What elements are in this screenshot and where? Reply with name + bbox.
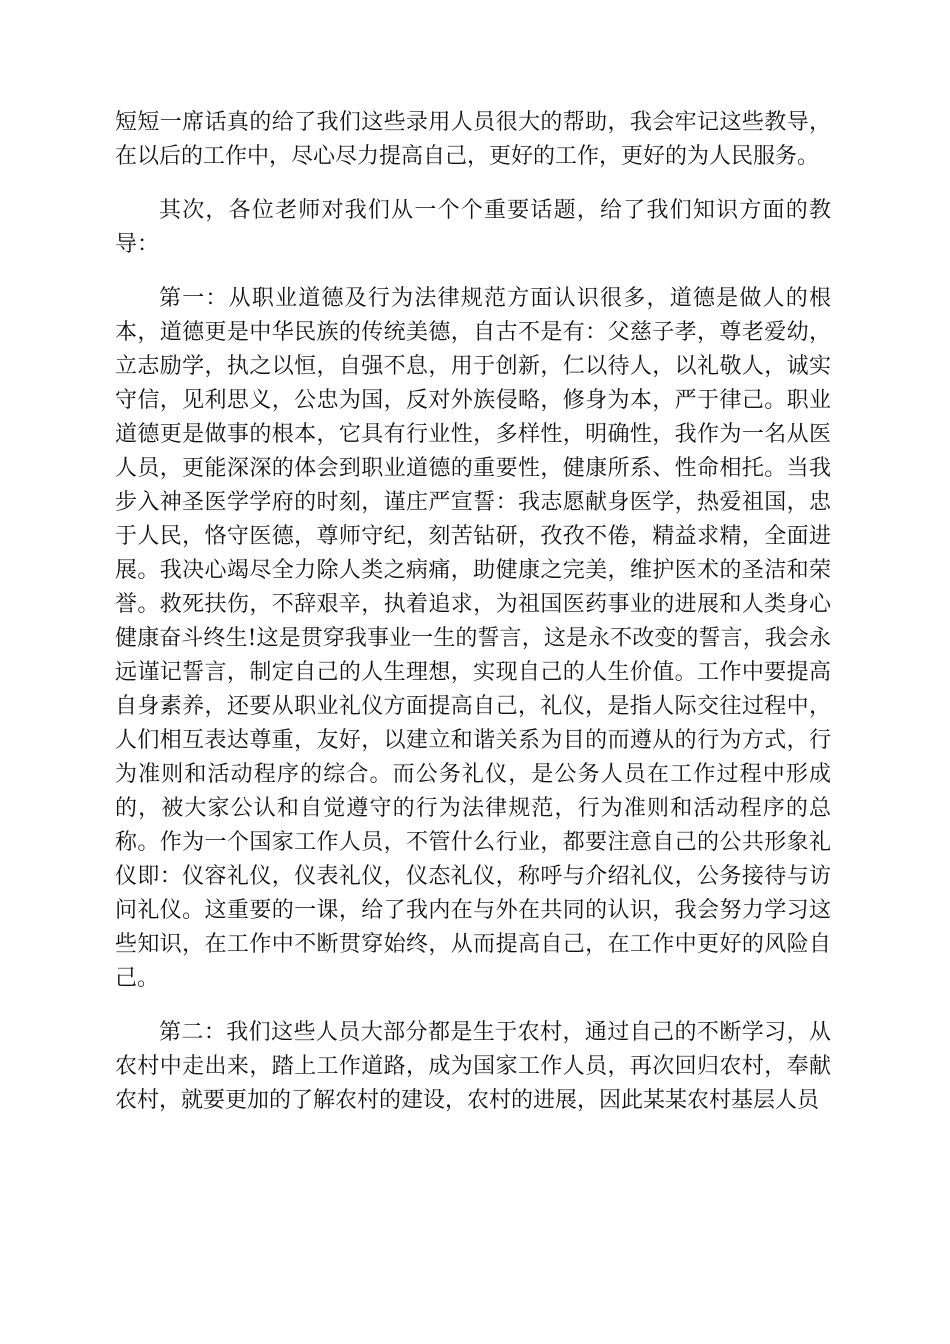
document-body: [115, 106, 831, 1118]
paragraph-first-point: 第一：从职业道德及行为法律规范方面认识很多，道德是做人的根本，道德更是中华民族的传统美德，自古不是有：父慈子孝，尊老爱幼，立志励学，执之以恒，自强不息，用于创新，仁以待人，以礼敬人，诚实守信，见利思义，公忠为国，反对外族侵略，修身为本，严于律己。职业道德更是做事的根本，它具有行业性，多样性，明确性，我作为一名从医人员，更能深深的体会到职业道德的重要性，健康所系、性命相托。当我步入神圣医学学府的时刻，谨庄严宣誓：我志愿献身医学，热爱祖国，忠于人民，恪守医德，尊师守纪，刻苦钻研，孜孜不倦，精益求精，全面进展。我决心竭尽全力除人类之病痛，助健康之完美，维护医术的圣洁和荣誉。救死扶伤，不辞艰辛，执着追求，为祖国医药事业的进展和人类身心健康奋斗终生!这是贯穿我事业一生的誓言，这是永不改变的誓言，我会永远谨记誓言，制定自己的人生理想，实现自己的人生价值。工作中要提高自身素养，还要从职业礼仪方面提高自己，礼仪，是指人际交往过程中，人们相互表达尊重，友好，以建立和谐关系为目的而遵从的行为方式，行为准则和活动程序的综合。而公务礼仪，是公务人员在工作过程中形成的，被大家公认和自觉遵守的行为法律规范，行为准则和活动程序的总称。作为一个国家工作人员，不管什么行业，都要注意自己的公共形象礼仪即：仪容礼仪，仪表礼仪，仪态礼仪，称呼与介绍礼仪，公务接待与访问礼仪。这重要的一课，给了我内在与外在共同的认识，我会努力学习这些知识，在工作中不断贯穿始终，从而提高自己，在工作中更好的风险自己。: [115, 286, 831, 991]
paragraph-continuation: 短短一席话真的给了我们这些录用人员很大的帮助，我会牢记这些教导，在以后的工作中，尽心尽力提高自己，更好的工作，更好的为人民服务。: [115, 110, 831, 169]
paragraph-second-topic-intro: 其次，各位老师对我们从一个个重要话题，给了我们知识方面的教导：: [115, 198, 831, 257]
paragraph-second-point: 第二：我们这些人员大部分都是生于农村，通过自己的不断学习，从农村中走出来，踏上工作道路，成为国家工作人员，再次回归农村，奉献农村，就要更加的了解农村的建设，农村的进展，因此某某农村基层人员: [115, 1020, 831, 1113]
